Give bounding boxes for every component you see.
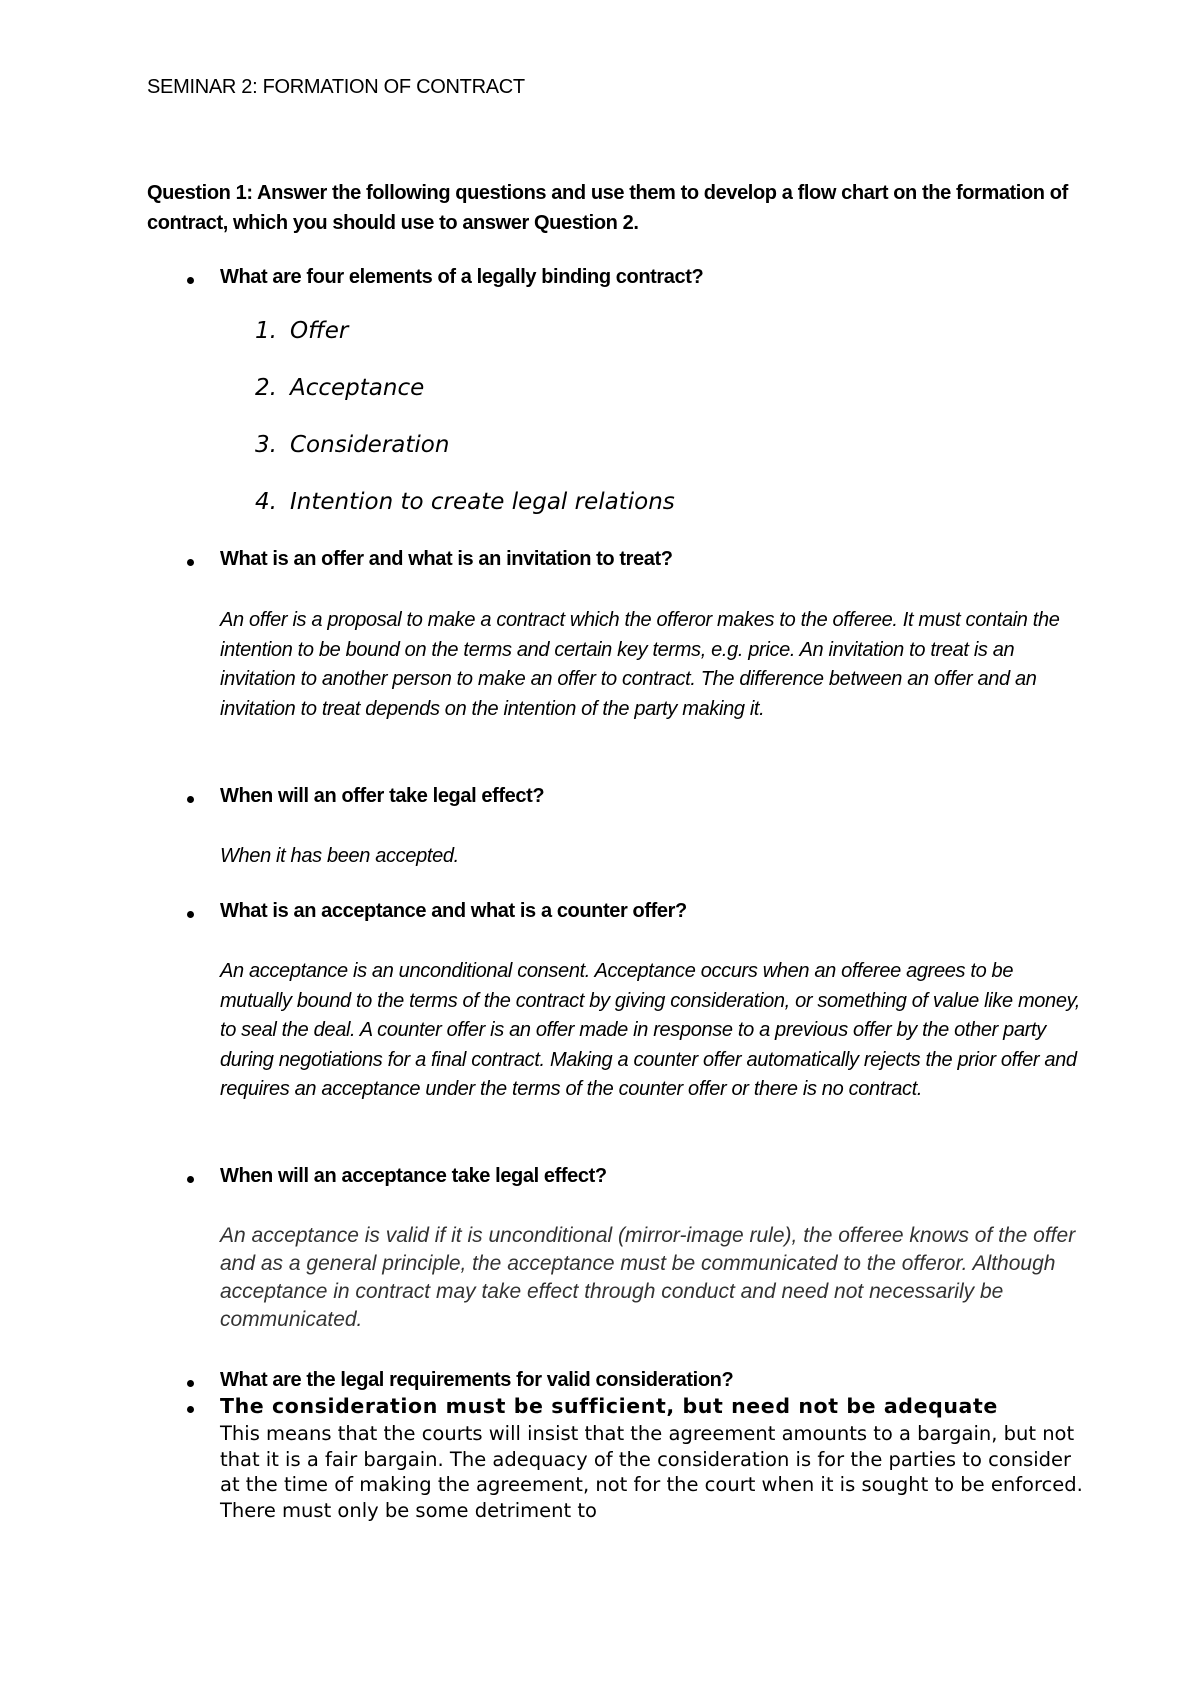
question-offer-effect: When will an offer take legal effect? xyxy=(220,785,545,807)
question-acceptance-effect: When will an acceptance take legal effect? xyxy=(220,1165,607,1187)
question-1-heading: Question 1: Answer the following questions and use them to develop a flow chart on the formation of contract, which you should use to answer Question 2. xyxy=(147,182,1068,234)
bullet-icon xyxy=(187,1380,197,1390)
answer-acceptance: An acceptance is an unconditional consent. Acceptance occurs when an offeree agrees to be mutually bound to the terms of the contract by giving consideration, or something of value like money, to seal the deal. A counter offer is an offer made in response to a previous offer by the other party during negotiations for a final contract. Making a counter offer automatically rejects the prior offer and requires an acceptance under the terms of the counter offer or there is no contract. xyxy=(220,960,1080,1101)
list-item: 3. Consideration xyxy=(255,432,450,458)
bullet-icon xyxy=(187,1406,197,1416)
consideration-subheading: The consideration must be sufficient, but need not be adequate xyxy=(220,1394,998,1418)
list-item: 4. Intention to create legal relations xyxy=(255,489,675,515)
question-offer: What is an offer and what is an invitation to treat? xyxy=(220,548,673,570)
question-consideration: What are the legal requirements for valid consideration? xyxy=(220,1369,734,1391)
list-item: 2. Acceptance xyxy=(255,375,425,401)
bullet-icon xyxy=(187,911,197,921)
answer-offer: An offer is a proposal to make a contract which the offeror makes to the offeree. It must contain the intention to be bound on the terms and certain key terms, e.g. price. An invitation to treat is an invitation to another person to make an offer to contract. The difference between an offer and an invitation to treat depends on the intention of the party making it. xyxy=(220,609,1060,720)
answer-acceptance-effect: An acceptance is valid if it is unconditional (mirror-image rule), the offeree knows of the offer and as a general principle, the acceptance must be communicated to the offeror. Although acceptance in contract may take effect through conduct and need not necessarily be communicated. xyxy=(220,1224,1076,1331)
bullet-icon xyxy=(187,559,197,569)
list-item: 1. Offer xyxy=(255,318,349,344)
bullet-icon xyxy=(187,277,197,287)
answer-offer-effect: When it has been accepted. xyxy=(220,845,459,867)
question-acceptance: What is an acceptance and what is a counter offer? xyxy=(220,900,687,922)
consideration-body: This means that the courts will insist that the agreement amounts to a bargain, but not that it is a fair bargain. The adequacy of the consideration is for the parties to consider at the time of making the agreement, not for the court when it is sought to be enforced. There must only be some detriment to xyxy=(220,1422,1083,1522)
document-title: SEMINAR 2: FORMATION OF CONTRACT xyxy=(147,76,525,98)
bullet-icon xyxy=(187,796,197,806)
question-elements: What are four elements of a legally binding contract? xyxy=(220,266,704,288)
bullet-icon xyxy=(187,1176,197,1186)
